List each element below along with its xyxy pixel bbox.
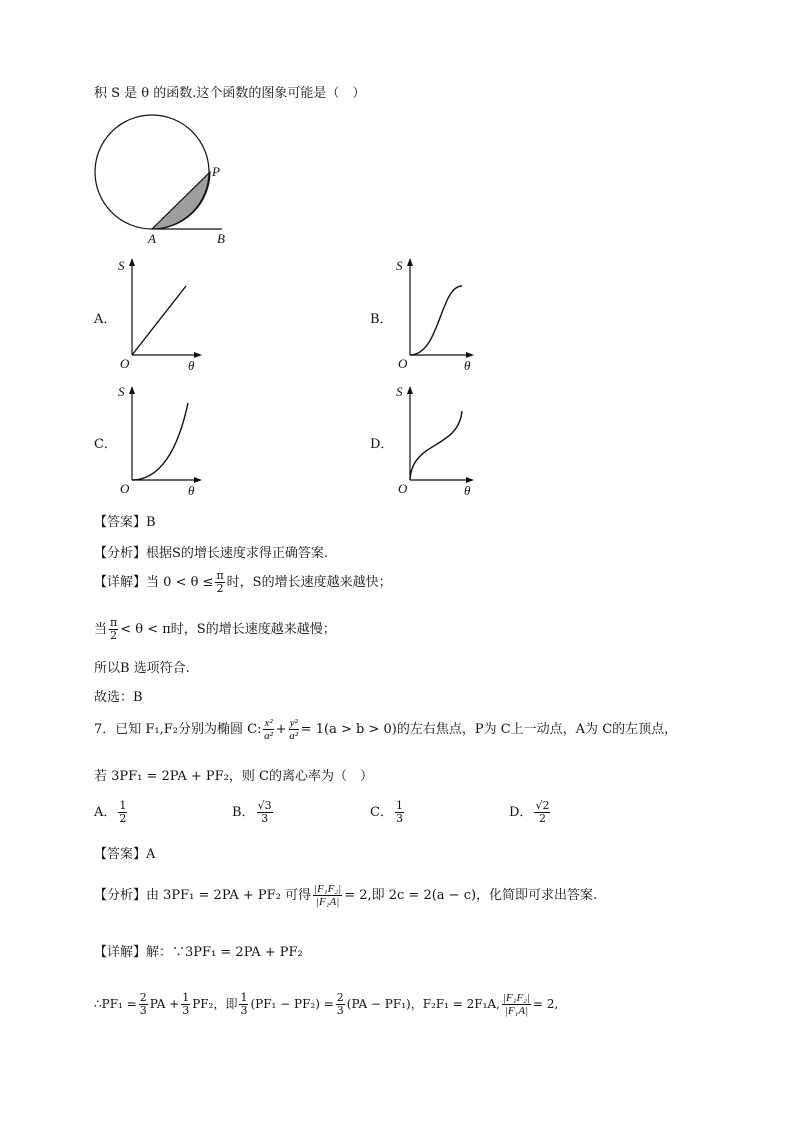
axis-y-b: S bbox=[396, 258, 403, 273]
axis-x-d: θ bbox=[464, 483, 471, 498]
analysis-text: = 2,即 2c = 2(a − c)，化简即可求出答案. bbox=[344, 888, 598, 903]
q6-detail-line4: 故选：B bbox=[94, 690, 143, 705]
q6-detail-line1 bbox=[94, 570, 392, 595]
analysis-tag: 【分析】 bbox=[94, 546, 147, 561]
axis-x-a: θ bbox=[188, 358, 195, 373]
option-fraction: $\frac{√3}{3}$ bbox=[257, 799, 272, 825]
detail-text: 时，S的增长速度越来越快； bbox=[226, 575, 392, 590]
answer-tag: 【答案】 bbox=[94, 847, 147, 862]
detail-text: 当 bbox=[94, 622, 108, 637]
q7-option-c bbox=[370, 800, 406, 825]
fraction-y2-a2: $\frac{\text{y²}}{\text{a²}}$ bbox=[289, 717, 299, 742]
chord-ap bbox=[152, 172, 210, 229]
origin-b: O bbox=[398, 356, 408, 371]
circle-outline bbox=[95, 115, 209, 229]
axis-y-c: S bbox=[118, 384, 125, 399]
label-b: B bbox=[217, 231, 225, 246]
curve-a bbox=[132, 286, 186, 355]
option-fraction: $\frac{1}{2}$ bbox=[119, 799, 127, 825]
shaded-segment bbox=[152, 172, 210, 229]
graph-d bbox=[396, 384, 474, 498]
origin-c: O bbox=[120, 481, 130, 496]
detail-text: PF₂，即 bbox=[192, 997, 238, 1011]
axis-x-b: θ bbox=[464, 358, 471, 373]
fraction-pi-2: $\frac{\pi}{2}$ bbox=[216, 569, 224, 595]
detail-tag: 【详解】 bbox=[94, 945, 147, 960]
answer-value: A bbox=[146, 847, 156, 862]
graph-c bbox=[118, 384, 202, 498]
graph-a bbox=[118, 258, 202, 373]
detail-text: 当 0 < θ ≤ bbox=[146, 575, 214, 590]
detail-text: (PF₁ − PF₂) = bbox=[250, 997, 334, 1011]
curve-c bbox=[132, 403, 188, 480]
fraction: $\frac{1}{3}$ bbox=[240, 991, 248, 1017]
curve-b bbox=[410, 286, 462, 355]
label-p: P bbox=[212, 164, 220, 179]
analysis-text: 由 3PF₁ = 2PA + PF₂ 可得 bbox=[146, 888, 312, 903]
fraction: $\frac{2}{3}$ bbox=[139, 991, 147, 1017]
axis-x-c: θ bbox=[188, 483, 195, 498]
detail-text: ∴PF₁ = bbox=[94, 997, 137, 1011]
q7-option-a bbox=[94, 800, 129, 825]
label-a: A bbox=[148, 231, 156, 246]
analysis-tag: 【分析】 bbox=[94, 888, 147, 903]
axis-y-a: S bbox=[118, 258, 125, 273]
detail-tag: 【详解】 bbox=[94, 575, 147, 590]
option-key: D． bbox=[509, 805, 533, 820]
option-key: C． bbox=[370, 805, 393, 820]
curve-d bbox=[410, 411, 462, 480]
q7-stem-line1: 7．已知 F₁,F₂分别为椭圆 C: $\frac{\text{x²}}{\text{a²}}$ + $\frac{\text{y²}}{\text{a²}}$ = 1(a > b > 0)的左右焦点，P为 C上一动点，A为 C的左顶点， bbox=[94, 717, 678, 742]
option-fraction: $\frac{√2}{2}$ bbox=[535, 799, 550, 825]
option-c-key: C． bbox=[94, 437, 117, 452]
detail-text: 解：∵3PF₁ = 2PA + PF₂ bbox=[146, 945, 303, 960]
q6-answer bbox=[94, 511, 156, 530]
origin-a: O bbox=[120, 356, 130, 371]
stem-text: = 1(a > b > 0)的左右焦点，P为 C上一动点，A为 C的左顶点， bbox=[300, 722, 678, 737]
q7-analysis bbox=[94, 883, 597, 908]
fraction: $\frac{1}{3}$ bbox=[182, 991, 190, 1017]
option-key: A． bbox=[94, 805, 117, 820]
option-fraction: $\frac{1}{3}$ bbox=[395, 799, 403, 825]
analysis-text: 根据S的增长速度求得正确答案. bbox=[146, 546, 329, 561]
detail-text: < θ < π时，S的增长速度越来越慢； bbox=[120, 622, 336, 637]
q7-detail-line2 bbox=[94, 992, 558, 1017]
axis-y-d: S bbox=[396, 384, 403, 399]
answer-tag: 【答案】 bbox=[94, 515, 147, 530]
answer-value: B bbox=[146, 515, 156, 530]
q7-stem-line2: 若 3PF₁ = 2PA + PF₂，则 C的离心率为（ ） bbox=[94, 769, 373, 784]
option-a-key: A． bbox=[94, 312, 117, 327]
detail-text: PA + bbox=[149, 997, 180, 1011]
fraction-pi-2: $\frac{\pi}{2}$ bbox=[110, 616, 118, 642]
stem-text: 7．已知 F₁,F₂分别为椭圆 C: bbox=[94, 722, 262, 737]
fraction-f1f2-f1a: $\frac{\text{|F₁F₂|}}{\text{|F₁A|}}$ bbox=[314, 883, 342, 908]
q6-detail-line3: 所以B 选项符合. bbox=[94, 661, 190, 676]
fraction-x2-a2: $\frac{\text{x²}}{\text{a²}}$ bbox=[264, 717, 273, 742]
detail-text: (PA − PF₁)，F₂F₁ = 2F₁A, bbox=[346, 997, 500, 1011]
q7-option-b bbox=[232, 800, 275, 825]
option-b-key: B． bbox=[370, 312, 393, 327]
q7-option-d bbox=[509, 800, 552, 825]
fraction: $\frac{2}{3}$ bbox=[336, 991, 344, 1017]
fraction: $\frac{\text{|F₁F₂|}}{\text{|F₁A|}}$ bbox=[502, 992, 531, 1017]
q6-analysis bbox=[94, 542, 328, 561]
origin-d: O bbox=[398, 481, 408, 496]
option-d-key: D． bbox=[370, 437, 394, 452]
detail-text: = 2, bbox=[533, 997, 559, 1011]
graph-b bbox=[396, 258, 474, 373]
q7-answer bbox=[94, 843, 155, 862]
intro-line: 积 S 是 θ 的函数.这个函数的图象可能是（ ） bbox=[94, 86, 366, 101]
q6-detail-line2 bbox=[94, 617, 336, 642]
q7-detail-line1 bbox=[94, 941, 303, 960]
option-key: B． bbox=[232, 805, 255, 820]
